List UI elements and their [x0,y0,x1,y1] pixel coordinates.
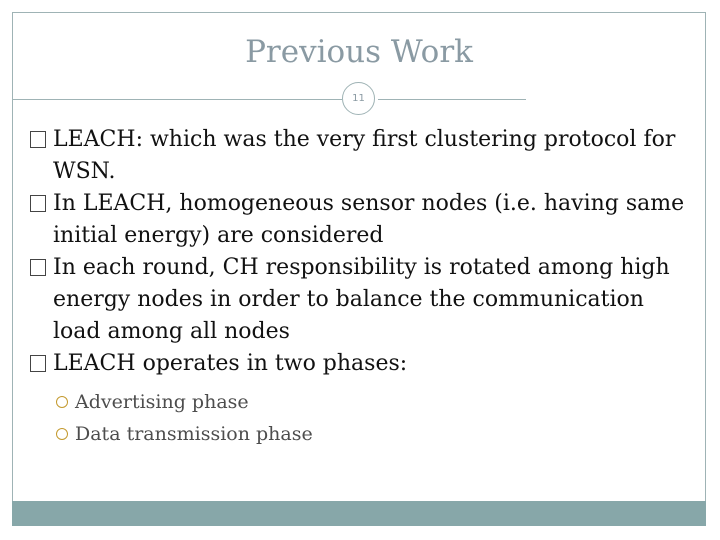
bullet-text: In LEACH, homogeneous sensor nodes (i.e. having same initial energy) are considered [53,191,685,248]
sub-bullet-text: Data transmission phase [75,423,313,445]
bullet-text: LEACH: which was the very first clustering protocol for WSN. [53,127,676,184]
title-divider-right [378,99,526,100]
bullet-text: In each round, CH responsibility is rotated among high energy nodes in order to balance the communication load among all nodes [53,255,670,344]
slide-content [28,124,698,450]
square-bullet-icon [30,355,46,372]
page-number-badge [342,82,375,115]
bullet-item [28,348,698,380]
bullet-item [28,252,698,348]
sub-bullet-item [28,386,698,418]
page-number: 11 [352,93,365,104]
circle-bullet-icon [56,428,68,440]
circle-bullet-icon [56,396,68,408]
bullet-item [28,124,698,188]
sub-bullet-text: Advertising phase [75,391,249,413]
footer-bar [12,501,706,526]
square-bullet-icon [30,259,46,276]
square-bullet-icon [30,131,46,148]
sub-bullet-list [28,386,698,450]
square-bullet-icon [30,195,46,212]
bullet-item [28,188,698,252]
sub-bullet-item [28,418,698,450]
slide-title: Previous Work [245,34,473,70]
bullet-text: LEACH operates in two phases: [53,351,408,376]
title-divider-left [12,99,342,100]
